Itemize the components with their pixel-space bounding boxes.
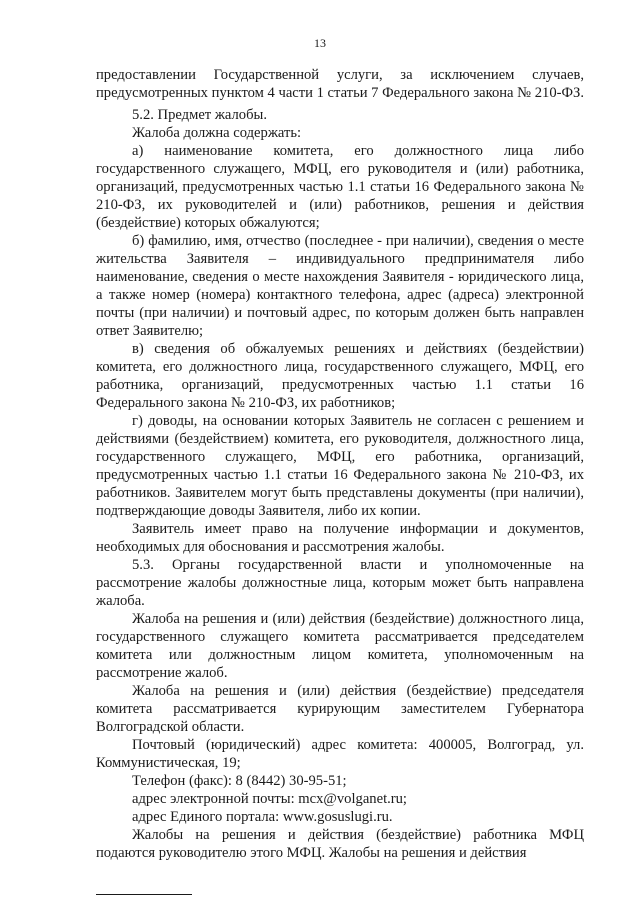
- section-heading: 5.3. Органы государственной власти и уполномоченные на рассмотрение жалобы должностные лица, которым может быть направлена жалоба.: [96, 557, 584, 609]
- page-number: 13: [314, 36, 326, 50]
- paragraph: Телефон (факс): 8 (8442) 30-95-51;: [132, 773, 347, 789]
- list-item: г) доводы, на основании которых Заявитель не согласен с решением и действиями (бездействием) комитета, его руководителя, должностного лица, государственного служащего, МФЦ, его работника, организаций, предусмотренных частью 1.1 статьи 16 Федерального закона № 210-ФЗ, их работников. Заявителем могут быть представлены документы (при наличии), подтверждающие доводы Заявителя, либо их копии.: [96, 413, 584, 519]
- paragraph: Жалоба на решения и (или) действия (бездействие) председателя комитета рассматривается курирующим заместителем Губернатора Волгоградской области.: [96, 683, 584, 735]
- paragraph: Жалобы на решения и действия (бездействие) работника МФЦ подаются руководителю этого МФЦ. Жалобы на решения и действия: [96, 827, 584, 861]
- list-item: в) сведения об обжалуемых решениях и действиях (бездействии) комитета, его должностного лица, государственного служащего, МФЦ, его работника, организаций, предусмотренных частью 1.1 статьи 16 Федерального закона № 210-ФЗ, их работников;: [96, 341, 584, 411]
- paragraph: адрес электронной почты: mcx@volganet.ru;: [132, 791, 407, 807]
- paragraph: предоставлении Государственной услуги, за исключением случаев, предусмотренных пунктом 4 части 1 статьи 7 Федерального закона № 210-ФЗ.: [96, 67, 584, 101]
- paragraph: Заявитель имеет право на получение информации и документов, необходимых для обоснования и рассмотрения жалобы.: [96, 521, 584, 555]
- section-heading: 5.2. Предмет жалобы.: [132, 107, 267, 123]
- paragraph: Жалоба должна содержать:: [132, 125, 302, 141]
- document-body: [96, 66, 584, 862]
- paragraph: адрес Единого портала: www.gosuslugi.ru.: [132, 809, 393, 825]
- list-item: б) фамилию, имя, отчество (последнее - при наличии), сведения о месте жительства Заявителя – индивидуального предпринимателя либо наименование, сведения о месте нахождения Заявителя - юридического лица, а также номер (номера) контактного телефона, адрес (адреса) электронной почты (при наличии) и почтовый адрес, по которым должен быть направлен ответ Заявителю;: [96, 233, 584, 339]
- paragraph: Жалоба на решения и (или) действия (бездействие) должностного лица, государственного служащего комитета рассматривается председателем комитета или должностным лицом комитета, уполномоченным на рассмотрение жалоб.: [96, 611, 584, 681]
- paragraph: Почтовый (юридический) адрес комитета: 400005, Волгоград, ул. Коммунистическая, 19;: [96, 737, 584, 771]
- list-item: а) наименование комитета, его должностного лица либо государственного служащего, МФЦ, его руководителя и (или) работника, организаций, предусмотренных частью 1.1 статьи 16 Федерального закона № 210-ФЗ, их руководителей и (или) работников, решения и действия (бездействие) которых обжалуются;: [96, 143, 584, 231]
- footer-rule: [96, 894, 192, 895]
